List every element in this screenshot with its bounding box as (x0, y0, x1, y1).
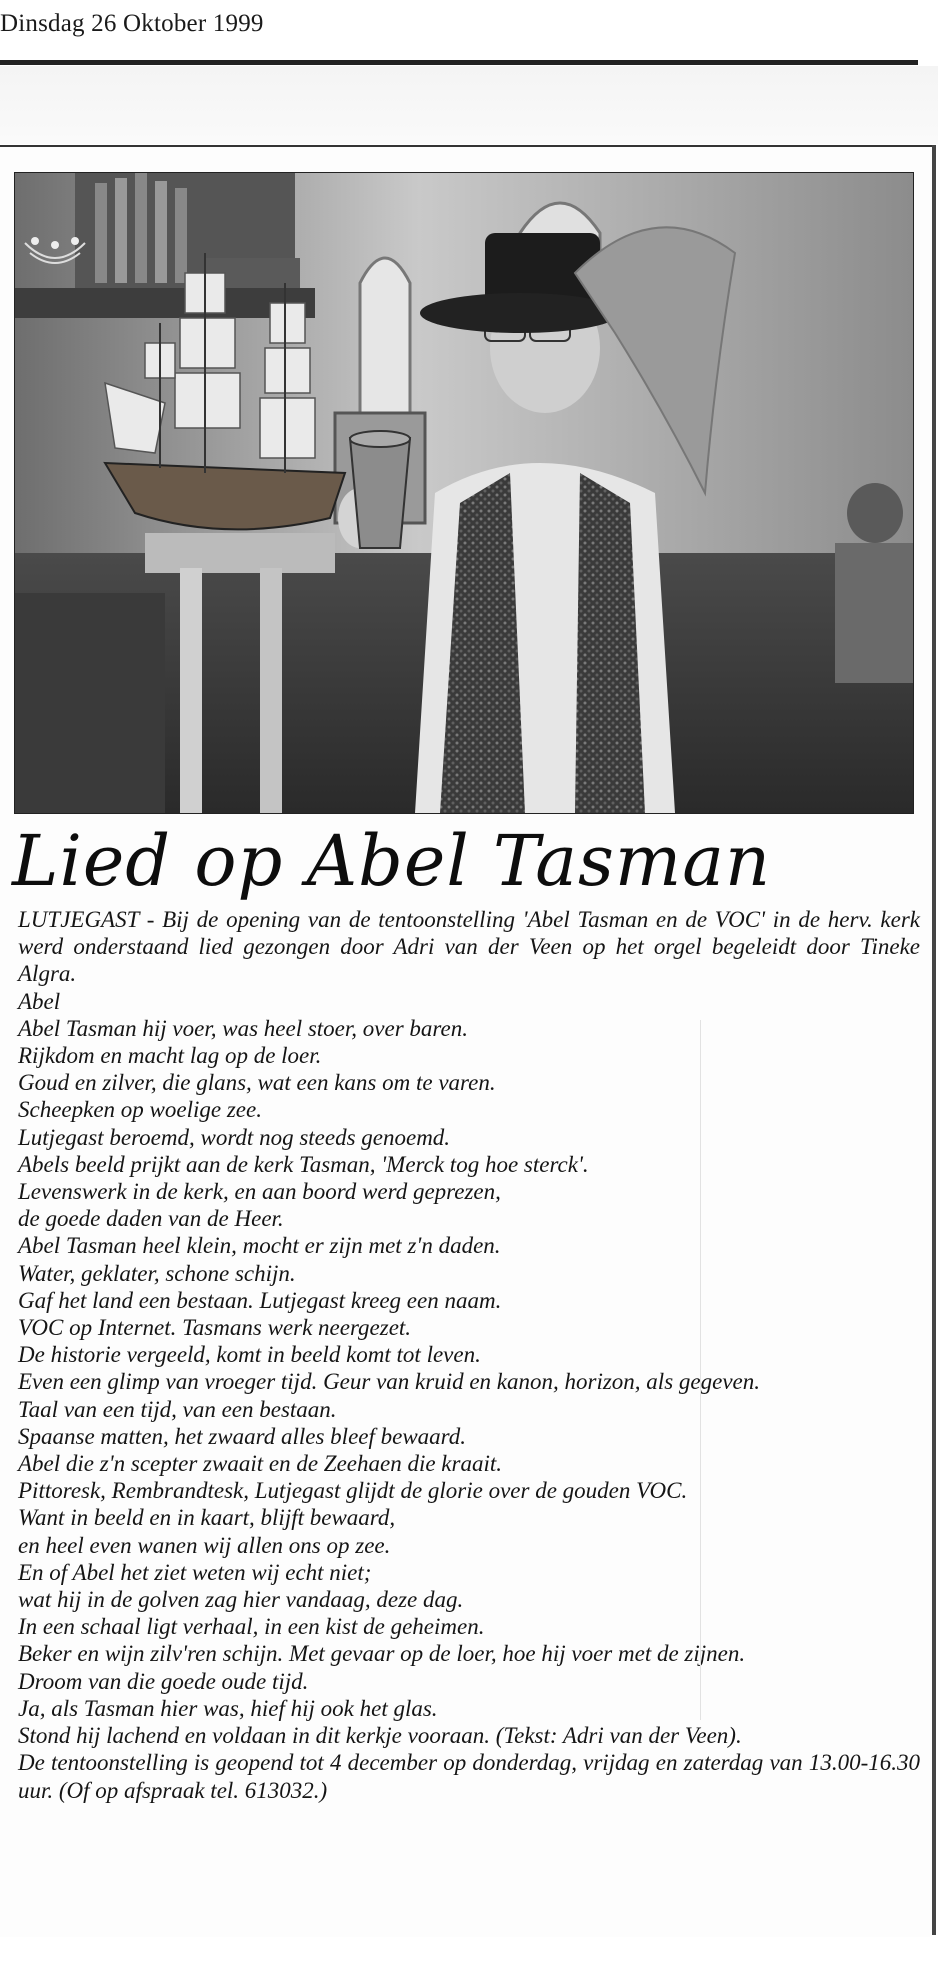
song-line: Lutjegast beroemd, wordt nog steeds genoemd. (18, 1124, 451, 1150)
article-intro: LUTJEGAST - Bij de opening van de tentoonstelling 'Abel Tasman en de VOC' in de herv. kerk werd onderstaand lied gezongen door Adri van der Veen op het orgel begeleidt door Tineke Algra. (18, 907, 920, 987)
article-body (18, 906, 920, 1804)
song-line: Ja, als Tasman hier was, hief hij ook het glas. (18, 1695, 438, 1721)
song-line: Abel Tasman heel klein, mocht er zijn met z'n daden. (18, 1233, 501, 1259)
photo-icon (15, 173, 913, 813)
song-line: en heel even wanen wij allen ons op zee. (18, 1532, 391, 1558)
song-line: Abels beeld prijkt aan de kerk Tasman, 'Merck tog hoe sterck'. (18, 1151, 589, 1177)
song-line: Abel Tasman hij voer, was heel stoer, over baren. (18, 1015, 468, 1041)
song-line: Goud en zilver, die glans, wat een kans om te varen. (18, 1070, 496, 1096)
song-line: Pittoresk, Rembrandtesk, Lutjegast glijdt de glorie over de gouden VOC. (18, 1478, 688, 1504)
song-line: VOC op Internet. Tasmans werk neergezet. (18, 1315, 412, 1341)
song-line: Scheepken op woelige zee. (18, 1097, 262, 1123)
faded-background-strip (0, 66, 938, 144)
song-line: Gaf het land een bestaan. Lutjegast kreeg een naam. (18, 1287, 502, 1313)
song-line: wat hij in de golven zag hier vandaag, deze dag. (18, 1587, 464, 1613)
song-line: Rijkdom en macht lag op de loer. (18, 1043, 322, 1069)
song-line: Want in beeld en in kaart, blijft bewaard, (18, 1505, 396, 1531)
song-line: Even een glimp van vroeger tijd. Geur van kruid en kanon, horizon, als gegeven. (18, 1369, 760, 1395)
song-line: De tentoonstelling is geopend tot 4 december op donderdag, vrijdag en zaterdag van 13.00-16.30 uur. (Of op afspraak tel. 613032.) (18, 1750, 920, 1803)
song-line: Levenswerk in de kerk, en aan boord werd geprezen, (18, 1179, 501, 1205)
header-rule (0, 60, 918, 65)
article-headline: Lied op Abel Tasman (12, 820, 772, 902)
song-line: Stond hij lachend en voldaan in dit kerkje vooraan. (Tekst: Adri van der Veen). (18, 1723, 742, 1749)
song-line: Abel die z'n scepter zwaait en de Zeehaen die kraait. (18, 1451, 502, 1477)
song-line: Water, geklater, schone schijn. (18, 1260, 296, 1286)
song-lyrics (18, 988, 920, 1804)
song-line: Droom van die goede oude tijd. (18, 1668, 309, 1694)
song-line: De historie vergeeld, komt in beeld komt tot leven. (18, 1342, 481, 1368)
song-line: de goede daden van de Heer. (18, 1206, 284, 1232)
song-line: Abel (18, 988, 61, 1014)
song-line: Spaanse matten, het zwaard alles bleef bewaard. (18, 1423, 467, 1449)
song-line: En of Abel het ziet weten wij echt niet; (18, 1559, 372, 1585)
song-line: In een schaal ligt verhaal, in een kist de geheimen. (18, 1614, 485, 1640)
clipping-right-edge (932, 145, 936, 1935)
song-line: Beker en wijn zilv'ren schijn. Met gevaar op de loer, hoe hij voer met de zijnen. (18, 1641, 746, 1667)
article-photo (14, 172, 914, 814)
song-line: Taal van een tijd, van een bestaan. (18, 1396, 337, 1422)
date-line: Dinsdag 26 Oktober 1999 (0, 10, 264, 37)
